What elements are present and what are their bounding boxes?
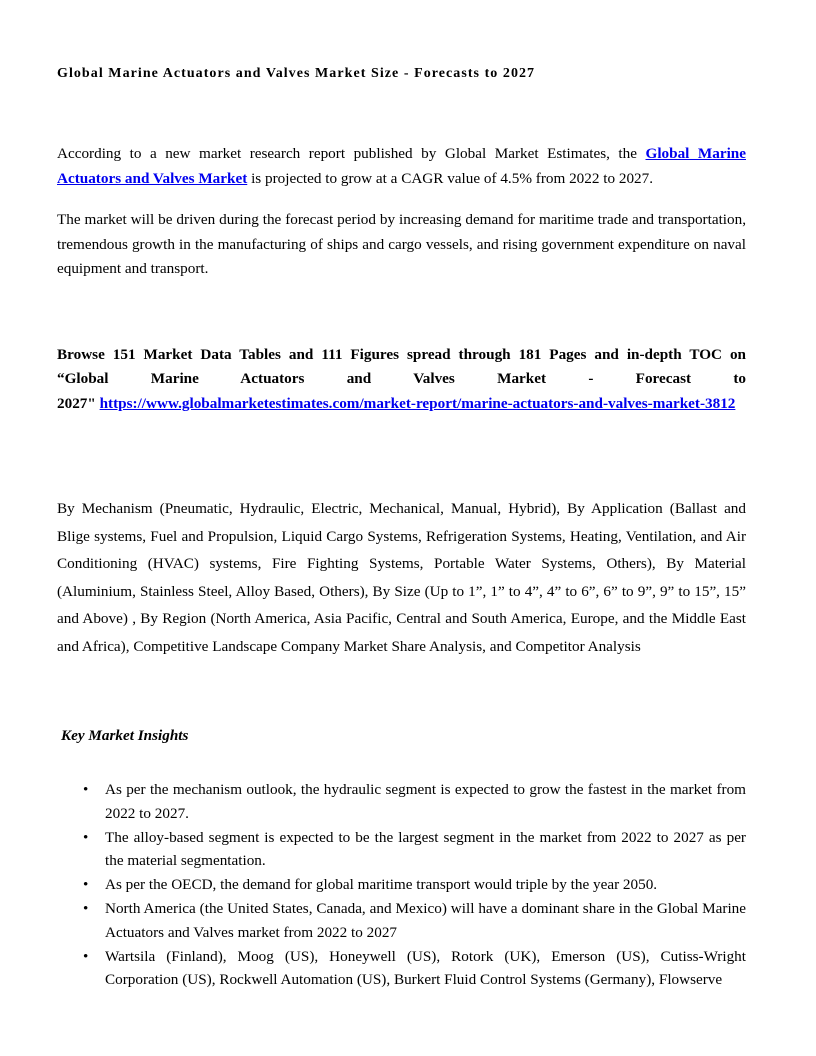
browse-line-2: “Global Marine Actuators and Valves Market - Forecast to xyxy=(57,370,746,388)
list-item xyxy=(57,897,746,944)
list-item-text: North America (the United States, Canada, and Mexico) will have a dominant share in the Global Marine Actuators and Valves market from 2022 to 2027 xyxy=(105,900,746,941)
bullet-icon: • xyxy=(83,947,89,965)
drivers-paragraph: The market will be driven during the forecast period by increasing demand for maritime trade and transportation, tremendous growth in the manufacturing of ships and cargo vessels, and rising government expenditure on naval equipment and transport. xyxy=(57,211,746,277)
key-insights-heading: Key Market Insights xyxy=(61,727,189,744)
bullet-icon: • xyxy=(83,900,89,917)
list-item-text: As per the mechanism outlook, the hydraulic segment is expected to grow the fastest in the market from 2022 to 2027. xyxy=(105,781,746,822)
intro-text-end: is projected to grow at a CAGR value of 4.5% from 2022 to 2027. xyxy=(247,169,654,187)
key-insights-list xyxy=(57,778,746,992)
list-item-text: As per the OECD, the demand for global maritime transport would triple by the year 2050. xyxy=(105,876,658,893)
bullet-icon: • xyxy=(83,828,89,846)
list-item-text: Wartsila (Finland), Moog (US), Honeywell (US), Rotork (UK), Emerson (US), Cutiss-Wright Corporation (US), Rockwell Automation (US), Burkert Fluid Control Systems (Germany), Flowserve xyxy=(105,947,746,988)
segmentation-paragraph: By Mechanism (Pneumatic, Hydraulic, Electric, Mechanical, Manual, Hybrid), By Application (Ballast and Blige systems, Fuel and Propulsion, Liquid Cargo Systems, Refrigeration Systems, Heating, Ventilation, and Air Conditioning (HVAC) systems, Fire Fighting Systems, Portable Water Systems, Others), By Material (Aluminium, Stainless Steel, Alloy Based, Others), By Size (Up to 1”, 1” to 4”, 4” to 6”, 6” to 9”, 9” to 15”, 15” and Above) , By Region (North America, Asia Pacific, Central and South America, Europe, and the Middle East and Africa), Competitive Landscape Company Market Share Analysis, and Competitor Analysis xyxy=(57,500,746,655)
document-title: Global Marine Actuators and Valves Market Size - Forecasts to 2027 xyxy=(57,66,536,81)
browse-line-3: 2027" xyxy=(57,394,100,412)
list-item xyxy=(57,826,746,873)
list-item xyxy=(57,873,746,897)
browse-paragraph xyxy=(57,343,746,416)
list-item xyxy=(57,778,746,825)
bullet-icon: • xyxy=(83,781,89,798)
list-item-text: The alloy-based segment is expected to be the largest segment in the market from 2022 to 2027 as per the material segmentation. xyxy=(105,828,746,869)
bullet-icon: • xyxy=(83,876,89,893)
list-item xyxy=(57,945,746,992)
browse-line-1: Browse 151 Market Data Tables and 111 Figures spread through 181 Pages and in-depth TOC on xyxy=(57,346,746,363)
intro-paragraph xyxy=(57,142,746,191)
report-url-link[interactable]: https://www.globalmarketestimates.com/market-report/marine-actuators-and-valves-market-3812 xyxy=(99,394,736,412)
intro-text: According to a new market research report published by Global Market Estimates, the xyxy=(57,145,646,162)
market-link[interactable]: Global Marine Actuators and Valves Market xyxy=(57,145,746,187)
